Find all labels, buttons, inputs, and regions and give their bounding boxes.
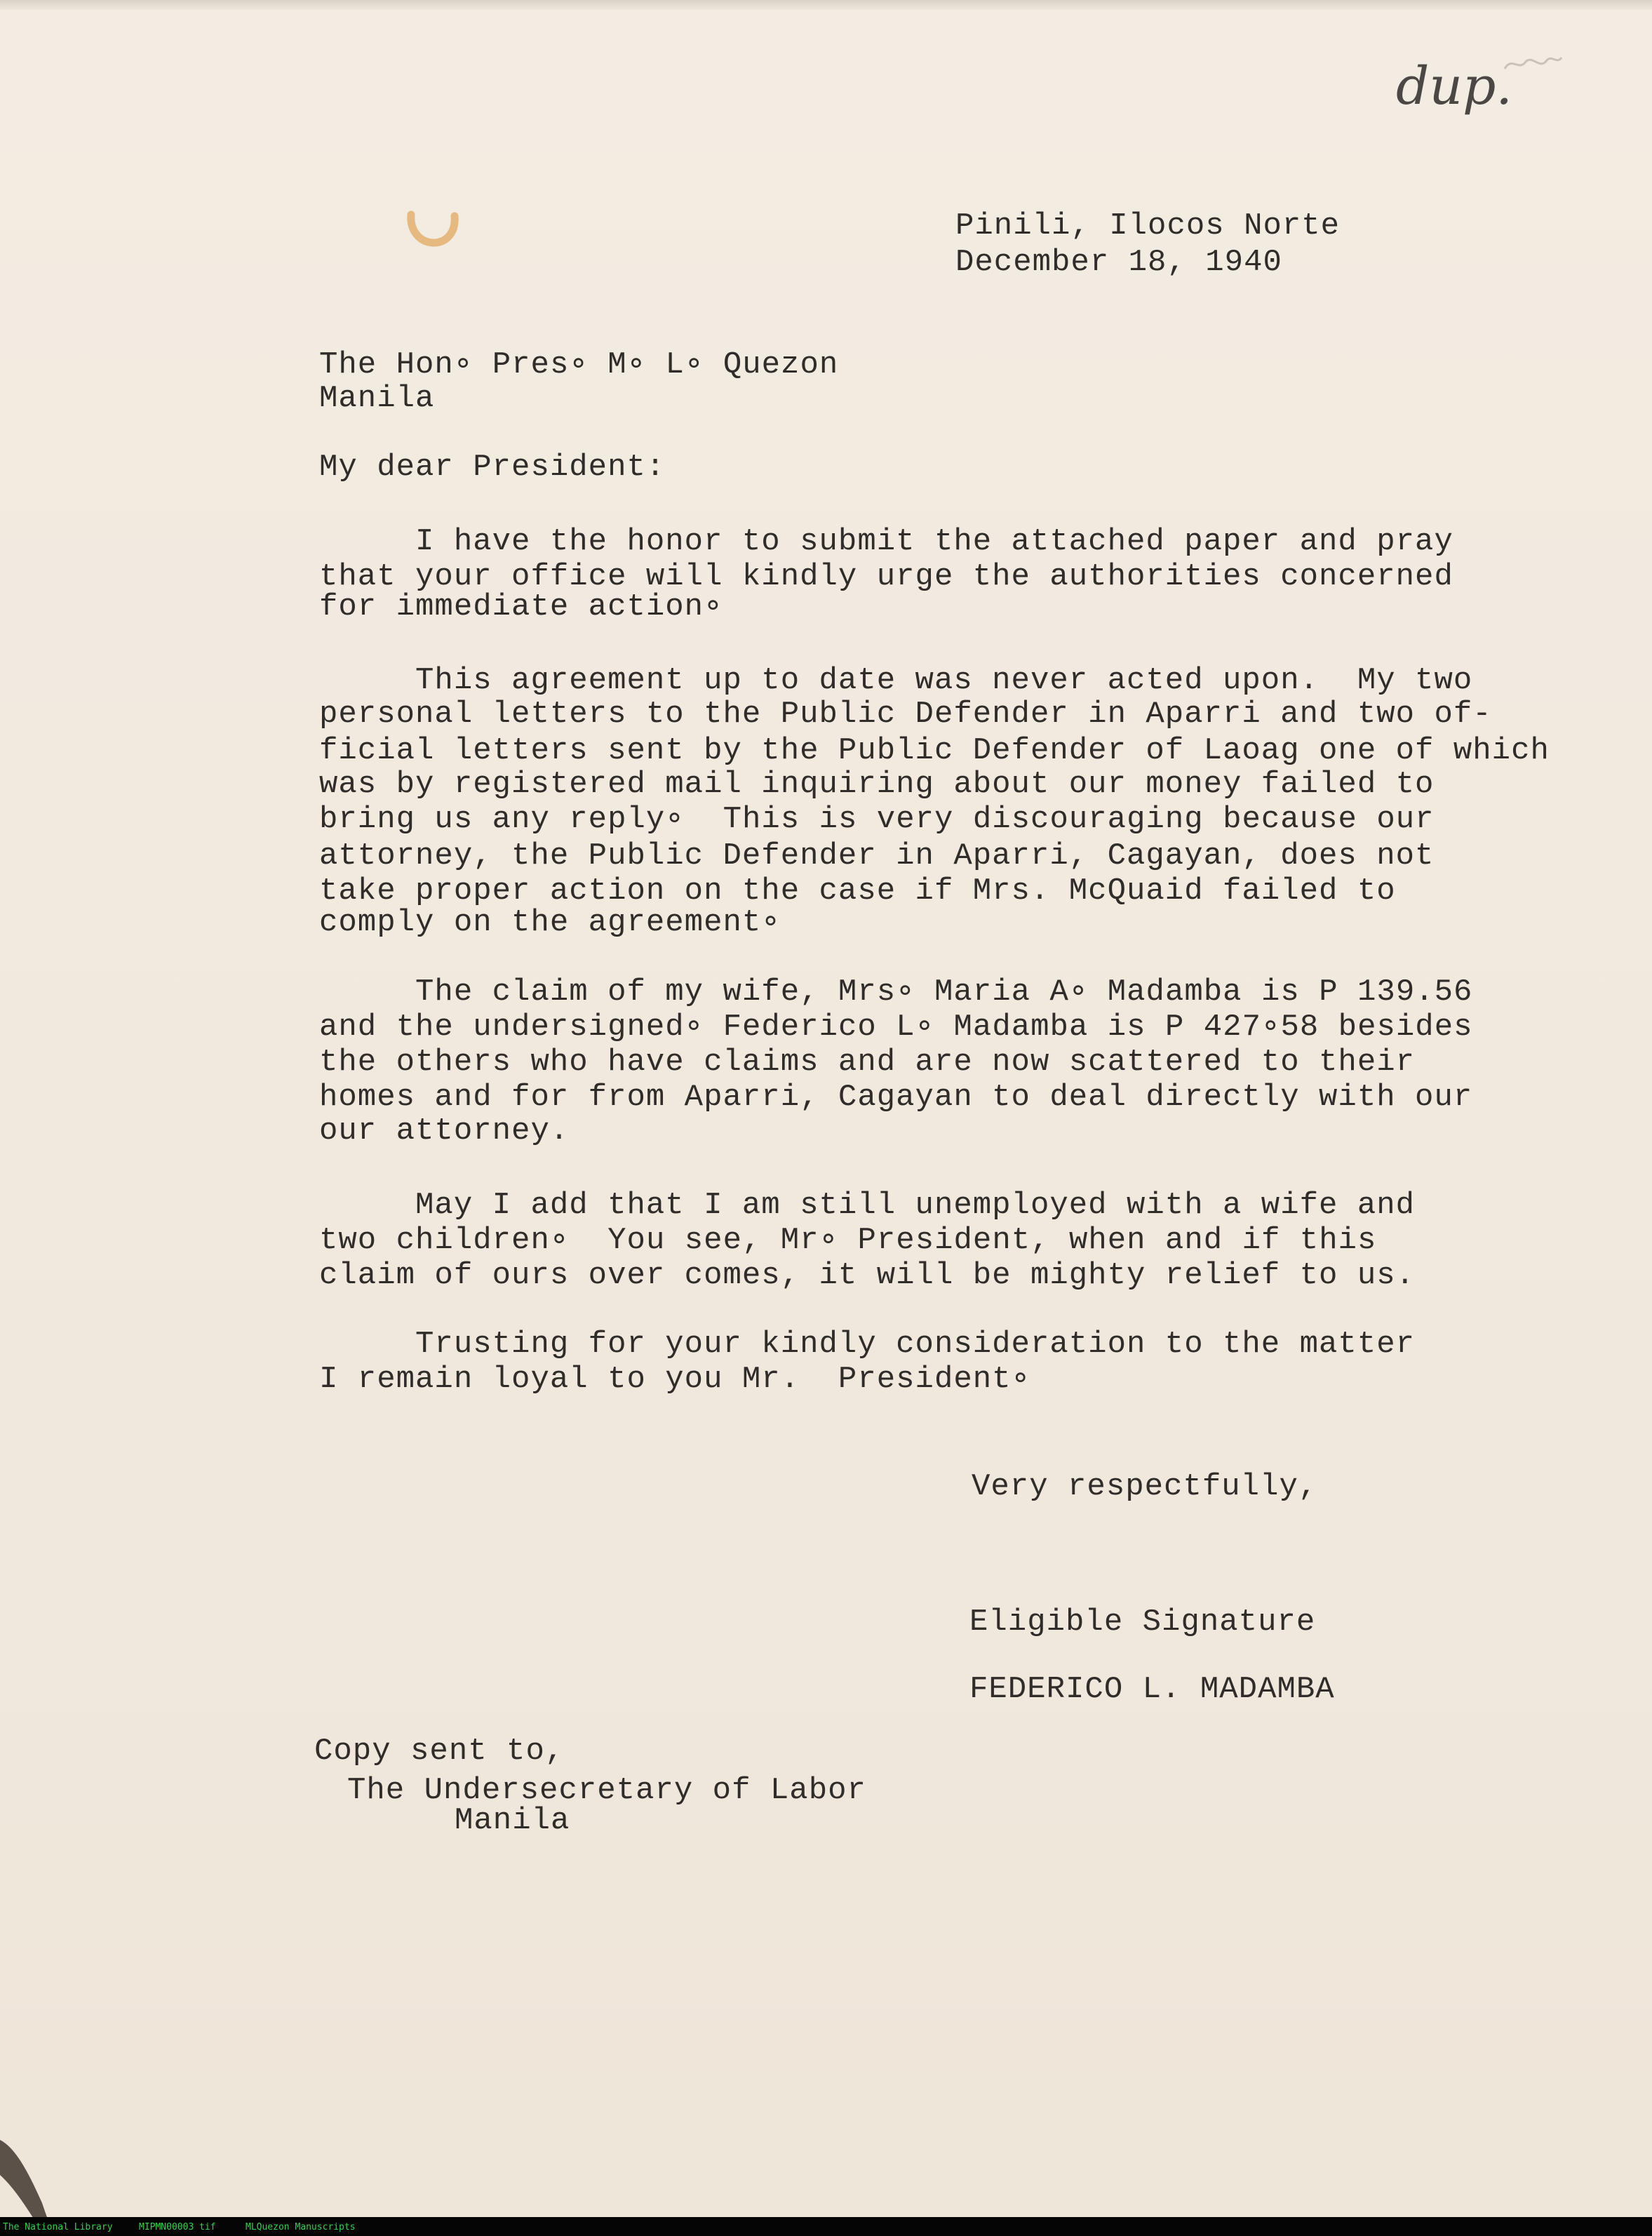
signer-name: FEDERICO L. MADAMBA (969, 1672, 1335, 1707)
paragraph-line: and the undersigned∘ Federico L∘ Madamba is P 427∘58 besides (319, 1010, 1473, 1045)
paragraph-line: take proper action on the case if Mrs. McQuaid failed to (319, 873, 1396, 909)
paragraph-line: for immediate action∘ (319, 589, 723, 624)
salutation: My dear President: (319, 450, 666, 485)
paragraph-line: was by registered mail inquiring about our money failed to (319, 767, 1435, 802)
paper-top-edge (0, 0, 1652, 10)
paragraph-line: ficial letters sent by the Public Defender of Laoag one of which (319, 733, 1550, 768)
paragraph-line: The claim of my wife, Mrs∘ Maria A∘ Madamba is P 139.56 (319, 975, 1473, 1010)
footer-collection: MLQuezon Manuscripts (246, 2222, 356, 2232)
footer-library: The National Library (3, 2222, 113, 2232)
copy-sent-label: Copy sent to, (314, 1734, 565, 1769)
paragraph-line: personal letters to the Public Defender in Aparri and two of- (319, 697, 1492, 732)
paragraph-line: bring us any reply∘ This is very discouraging because our (319, 802, 1435, 837)
paragraph-line: I have the honor to submit the attached paper and pray (319, 524, 1453, 559)
paragraph-line: attorney, the Public Defender in Aparri, Cagayan, does not (319, 838, 1435, 873)
recipient-city: Manila (319, 381, 435, 416)
paragraph-line: two children∘ You see, Mr∘ President, when and if this (319, 1223, 1377, 1258)
paragraph-line: our attorney. (319, 1113, 570, 1149)
copy-recipient-city: Manila (455, 1803, 570, 1838)
copy-recipient: The Undersecretary of Labor (347, 1773, 866, 1808)
paragraph-line: This agreement up to date was never acted upon. My two (319, 663, 1473, 698)
paragraph-line: the others who have claims and are now scattered to their (319, 1045, 1416, 1080)
coffee-stain-mark (405, 210, 462, 248)
paragraph-line: homes and for from Aparri, Cagayan to deal directly with our (319, 1080, 1473, 1115)
binding-hole-mark (0, 2133, 56, 2231)
faint-scribble (1501, 49, 1564, 77)
recipient-name: The Hon∘ Pres∘ M∘ L∘ Quezon (319, 347, 839, 382)
paragraph-line: comply on the agreement∘ (319, 905, 781, 940)
letter-date: December 18, 1940 (955, 245, 1282, 280)
footer-filename: MIPMN00003 tif (139, 2222, 216, 2232)
paragraph-line: claim of ours over comes, it will be mighty relief to us. (319, 1258, 1416, 1293)
paragraph-line: Trusting for your kindly consideration to the matter (319, 1327, 1416, 1362)
handwritten-annotation: dup. (1396, 56, 1512, 116)
paragraph-line: May I add that I am still unemployed with a wife and (319, 1188, 1416, 1223)
paragraph-line: I remain loyal to you Mr. President∘ (319, 1362, 1031, 1397)
closing: Very respectfully, (972, 1469, 1318, 1504)
signature-note: Eligible Signature (969, 1605, 1316, 1640)
letter-place: Pinili, Ilocos Norte (955, 208, 1341, 243)
paragraph-line: that your office will kindly urge the authorities concerned (319, 559, 1453, 594)
